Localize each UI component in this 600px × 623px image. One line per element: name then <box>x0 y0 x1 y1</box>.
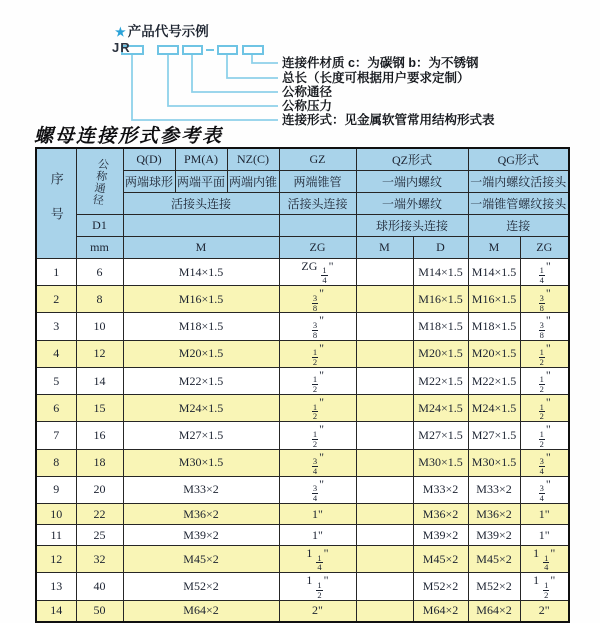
table-title: 螺母连接形式参考表 <box>34 126 224 147</box>
cell-qg-m: M33×2 <box>468 476 520 503</box>
table-row <box>36 367 569 394</box>
diagram-title: 产品代号示例 <box>127 24 209 39</box>
diagram-label-diameter: 公称通径 <box>282 85 333 99</box>
cell-qg-m: M30×1.5 <box>468 449 520 476</box>
cell-zg-thread: $\frac{1}{2}$ " <box>279 395 356 422</box>
header-d1-blank-left <box>123 215 279 237</box>
cell-m-thread: M24×1.5 <box>123 395 279 422</box>
cell-qz-m <box>356 340 413 367</box>
cell-seq: 9 <box>36 476 76 503</box>
cell-dn-mm: 8 <box>76 286 123 313</box>
table-body <box>36 259 569 622</box>
cell-qg-m: M22×1.5 <box>468 367 520 394</box>
cell-qz-d: M20×1.5 <box>413 340 468 367</box>
header-conn-gz: 活接头连接 <box>279 193 356 215</box>
cell-qz-m <box>356 573 413 600</box>
cell-qg-zg: $\frac{1}{2}$ " <box>520 367 569 394</box>
cell-dn-mm: 6 <box>76 259 123 286</box>
leader-line <box>252 55 278 63</box>
header-d1-blank-gz <box>279 215 356 237</box>
cell-seq: 1 <box>36 259 76 286</box>
cell-dn-mm: 25 <box>76 525 123 546</box>
header-unit-qg-zg: ZG <box>520 237 569 259</box>
header-unit-m: M <box>123 237 279 259</box>
cell-qz-d: M64×2 <box>413 600 468 622</box>
cell-qz-m <box>356 449 413 476</box>
header-conn-union: 活接头连接 <box>123 193 279 215</box>
cell-zg-thread: $\frac{3}{4}$ " <box>279 476 356 503</box>
cell-qz-d: M18×1.5 <box>413 313 468 340</box>
cell-m-thread: M52×2 <box>123 573 279 600</box>
cell-m-thread: M14×1.5 <box>123 259 279 286</box>
cell-qz-d: M45×2 <box>413 546 468 573</box>
table-row <box>36 573 569 600</box>
code-box-icon <box>183 46 202 54</box>
cell-qz-m <box>356 259 413 286</box>
cell-qg-m: M45×2 <box>468 546 520 573</box>
cell-qg-m: M36×2 <box>468 504 520 525</box>
cell-qz-m <box>356 422 413 449</box>
cell-zg-thread: $\frac{3}{8}$ " <box>279 313 356 340</box>
cell-qg-zg: $\frac{3}{4}$ " <box>520 449 569 476</box>
cell-m-thread: M36×2 <box>123 504 279 525</box>
cell-dn-mm: 18 <box>76 449 123 476</box>
cell-qg-zg: $\frac{1}{2}$ " <box>520 422 569 449</box>
cell-qz-m <box>356 476 413 503</box>
code-box-icon <box>158 46 178 54</box>
table-row <box>36 422 569 449</box>
diagram-label-length: 总长（长度可根据用户要求定制） <box>282 71 470 85</box>
table-row <box>36 504 569 525</box>
cell-qg-zg: 1" <box>520 504 569 525</box>
table-row <box>36 449 569 476</box>
leader-line <box>192 55 278 92</box>
table-row <box>36 340 569 367</box>
cell-m-thread: M39×2 <box>123 525 279 546</box>
diagram-heading <box>115 20 209 40</box>
header-end-qg: 一端内螺纹活接头 <box>468 171 569 193</box>
cell-qg-zg: $\frac{1}{2}$ " <box>520 340 569 367</box>
header-form-nzc: NZ(C) <box>227 148 279 171</box>
table-row <box>36 313 569 340</box>
cell-qz-d: M16×1.5 <box>413 286 468 313</box>
cell-zg-thread: 1" <box>279 504 356 525</box>
cell-qg-m: M18×1.5 <box>468 313 520 340</box>
header-form-gz: GZ <box>279 148 356 171</box>
header-dn <box>76 148 123 215</box>
cell-m-thread: M45×2 <box>123 546 279 573</box>
header-d1: D1 <box>76 215 123 237</box>
cell-zg-thread: $\frac{3}{4}$ " <box>279 449 356 476</box>
header-form-qz: QZ形式 <box>356 148 468 171</box>
header-conn2-qz: 球形接头连接 <box>356 215 468 237</box>
cell-qg-zg: $\frac{3}{4}$ " <box>520 476 569 503</box>
header-unit-qz-d: D <box>413 237 468 259</box>
cell-dn-mm: 50 <box>76 600 123 622</box>
cell-qz-m <box>356 286 413 313</box>
product-code-prefix: JR <box>112 40 131 55</box>
cell-m-thread: M22×1.5 <box>123 367 279 394</box>
cell-m-thread: M64×2 <box>123 600 279 622</box>
cell-dn-mm: 32 <box>76 546 123 573</box>
cell-m-thread: M27×1.5 <box>123 422 279 449</box>
cell-qz-m <box>356 504 413 525</box>
table-row <box>36 476 569 503</box>
header-unit-zg: ZG <box>279 237 356 259</box>
cell-zg-thread: ZG $\frac{1}{4}$ " <box>279 259 356 286</box>
header-form-qd: Q(D) <box>123 148 175 171</box>
star-icon: ★ <box>115 25 126 39</box>
cell-seq: 7 <box>36 422 76 449</box>
cell-seq: 6 <box>36 395 76 422</box>
nut-connection-reference-table <box>35 147 570 623</box>
table-row <box>36 395 569 422</box>
cell-seq: 12 <box>36 546 76 573</box>
cell-qz-m <box>356 546 413 573</box>
header-form-pma: PM(A) <box>175 148 227 171</box>
header-end-qz: 一端内螺纹 <box>356 171 468 193</box>
cell-dn-mm: 16 <box>76 422 123 449</box>
cell-qz-m <box>356 600 413 622</box>
header-row-forms <box>36 148 569 171</box>
cell-qz-m <box>356 367 413 394</box>
header-dn-label: 公称通径 <box>90 156 109 207</box>
cell-zg-thread: 1 $\frac{1}{4}$ " <box>279 546 356 573</box>
cell-dn-mm: 10 <box>76 313 123 340</box>
cell-dn-mm: 20 <box>76 476 123 503</box>
cell-qg-zg: $\frac{1}{4}$ " <box>520 259 569 286</box>
cell-qg-zg: 1 $\frac{1}{2}$ " <box>520 573 569 600</box>
cell-seq: 13 <box>36 573 76 600</box>
cell-qg-m: M20×1.5 <box>468 340 520 367</box>
header-unit-qg-m: M <box>468 237 520 259</box>
header-end-gz: 两端锥管 <box>279 171 356 193</box>
header-end-qd: 两端球形 <box>123 171 175 193</box>
cell-qz-m <box>356 313 413 340</box>
header-conn-qz: 一端外螺纹 <box>356 193 468 215</box>
cell-dn-mm: 12 <box>76 340 123 367</box>
cell-qz-d: M33×2 <box>413 476 468 503</box>
cell-qg-zg: $\frac{3}{8}$ " <box>520 313 569 340</box>
header-mm: mm <box>76 237 123 259</box>
table-row <box>36 259 569 286</box>
header-unit-qz-m: M <box>356 237 413 259</box>
cell-m-thread: M30×1.5 <box>123 449 279 476</box>
cell-qz-d: M27×1.5 <box>413 422 468 449</box>
header-end-pma: 两端平面 <box>175 171 227 193</box>
cell-zg-thread: $\frac{1}{2}$ " <box>279 367 356 394</box>
diagram-label-pressure: 公称压力 <box>282 99 333 113</box>
cell-qg-zg: 1" <box>520 525 569 546</box>
cell-m-thread: M20×1.5 <box>123 340 279 367</box>
cell-qg-zg: $\frac{1}{2}$ " <box>520 395 569 422</box>
cell-seq: 10 <box>36 504 76 525</box>
table-row <box>36 525 569 546</box>
cell-dn-mm: 15 <box>76 395 123 422</box>
header-end-nzc: 两端内锥 <box>227 171 279 193</box>
cell-zg-thread: $\frac{1}{2}$ " <box>279 422 356 449</box>
header-seq-label: 序号 <box>48 172 64 243</box>
cell-qz-d: M39×2 <box>413 525 468 546</box>
cell-qg-m: M14×1.5 <box>468 259 520 286</box>
diagram-label-material: 连接件材质 c：为碳钢 b：为不锈钢 <box>282 56 479 70</box>
cell-seq: 5 <box>36 367 76 394</box>
header-conn2-qg: 连接 <box>468 215 569 237</box>
cell-qg-m: M52×2 <box>468 573 520 600</box>
cell-zg-thread: 1 $\frac{1}{2}$ " <box>279 573 356 600</box>
cell-zg-thread: 1" <box>279 525 356 546</box>
cell-zg-thread: $\frac{3}{8}$ " <box>279 286 356 313</box>
cell-qz-m <box>356 395 413 422</box>
header-row-units <box>36 237 569 259</box>
cell-qz-d: M14×1.5 <box>413 259 468 286</box>
cell-zg-thread: 2" <box>279 600 356 622</box>
cell-qg-zg: 2" <box>520 600 569 622</box>
cell-qg-m: M39×2 <box>468 525 520 546</box>
cell-seq: 3 <box>36 313 76 340</box>
cell-seq: 14 <box>36 600 76 622</box>
cell-m-thread: M18×1.5 <box>123 313 279 340</box>
cell-qz-d: M24×1.5 <box>413 395 468 422</box>
cell-qg-zg: 1 $\frac{1}{4}$ " <box>520 546 569 573</box>
table-row <box>36 546 569 573</box>
cell-m-thread: M33×2 <box>123 476 279 503</box>
cell-dn-mm: 40 <box>76 573 123 600</box>
diagram-label-connection: 连接形式：见金属软管常用结构形式表 <box>282 113 495 127</box>
cell-seq: 4 <box>36 340 76 367</box>
cell-seq: 8 <box>36 449 76 476</box>
header-row-d1 <box>36 215 569 237</box>
cell-qz-d: M52×2 <box>413 573 468 600</box>
cell-qz-d: M36×2 <box>413 504 468 525</box>
cell-qg-m: M24×1.5 <box>468 395 520 422</box>
cell-seq: 2 <box>36 286 76 313</box>
cell-qg-zg: $\frac{3}{8}$ " <box>520 286 569 313</box>
header-form-qg: QG形式 <box>468 148 569 171</box>
cell-qz-d: M30×1.5 <box>413 449 468 476</box>
cell-seq: 11 <box>36 525 76 546</box>
table-row <box>36 600 569 622</box>
header-conn-qg: 一端锥管螺纹接头 <box>468 193 569 215</box>
leader-line <box>132 55 278 120</box>
cell-qg-m: M64×2 <box>468 600 520 622</box>
cell-m-thread: M16×1.5 <box>123 286 279 313</box>
table-row <box>36 286 569 313</box>
cell-qz-m <box>356 525 413 546</box>
code-box-icon <box>218 46 237 54</box>
cell-dn-mm: 22 <box>76 504 123 525</box>
cell-qz-d: M22×1.5 <box>413 367 468 394</box>
cell-dn-mm: 14 <box>76 367 123 394</box>
cell-qg-m: M16×1.5 <box>468 286 520 313</box>
code-box-icon <box>243 46 263 54</box>
cell-zg-thread: $\frac{1}{2}$ " <box>279 340 356 367</box>
cell-qg-m: M27×1.5 <box>468 422 520 449</box>
header-seq <box>36 148 76 259</box>
